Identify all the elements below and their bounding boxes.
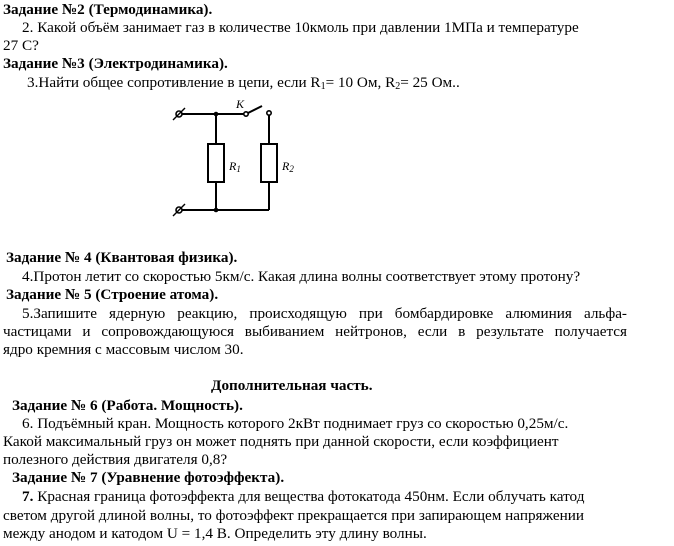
task7-question-line2: светом другой длиной волны, то фотоэффект прекращается при запирающем напряжении [3, 507, 584, 524]
junction-top [214, 112, 219, 117]
task2-question-line1: 2. Какой объём занимает газ в количестве 10кмоль при давлении 1МПа и температуре [22, 19, 579, 36]
task2-question-line2: 27 С? [3, 37, 39, 54]
task5-question-line1: 5.Запишите ядерную реакцию, происходящую при бомбардировке алюминия альфа- [22, 305, 627, 322]
task6-question-line2: Какой максимальный груз он может поднять при данной скорости, если коэффициент [3, 433, 559, 450]
task7-question-line1 [22, 488, 584, 506]
task3-question-prefix: 3.Найти общее сопротивление в цепи, если R [27, 74, 321, 91]
r1-label: R1 [229, 159, 241, 174]
task7-heading: Задание № 7 (Уравнение фотоэффекта). [12, 469, 285, 486]
switch-contact-left [244, 112, 248, 116]
junction-bottom [214, 208, 219, 213]
task5-heading: Задание № 5 (Строение атома). [6, 286, 219, 303]
circuit-diagram [172, 100, 312, 218]
r2-value: = 25 Ом.. [400, 74, 460, 91]
task7-number: 7. [22, 488, 34, 505]
r1-subscript: 1 [320, 81, 326, 92]
resistor-r1 [208, 144, 224, 182]
task3-heading: Задание №3 (Электродинамика). [3, 55, 228, 72]
task4-question: 4.Протон летит со скоростью 5км/с. Какая длина волны соответствует этому протону? [22, 268, 581, 285]
task3-question [27, 74, 460, 92]
task6-heading: Задание № 6 (Работа. Мощность). [12, 397, 243, 414]
task6-question-line1: 6. Подъёмный кран. Мощность которого 2кВт поднимает груз со скоростью 0,25м/с. [22, 415, 569, 432]
task5-question-line3: ядро кремния с массовым числом 30. [3, 341, 244, 358]
r2-label: R2 [282, 159, 294, 174]
r2-subscript: 2 [395, 81, 401, 92]
task6-question-line3: полезного действия двигателя 0,8? [3, 451, 228, 468]
resistor-r2 [261, 144, 277, 182]
extra-part-heading: Дополнительная часть. [211, 377, 373, 394]
task2-heading: Задание №2 (Термодинамика). [3, 1, 213, 18]
switch-contact-right [267, 111, 271, 115]
task4-heading: Задание № 4 (Квантовая физика). [6, 249, 238, 266]
task7-question-line1-text: Красная граница фотоэффекта для вещества фотокатода 450нм. Если облучать катод [33, 488, 585, 505]
r1-value: = 10 Ом, R [325, 74, 396, 91]
switch-label: K [236, 100, 245, 111]
task5-question-line2: частицами и сопровождающуюся выбиванием нейтронов, если в результате получается [3, 323, 627, 340]
task7-question-line3: между анодом и катодом U = 1,4 В. Определить эту длину волны. [3, 525, 427, 542]
